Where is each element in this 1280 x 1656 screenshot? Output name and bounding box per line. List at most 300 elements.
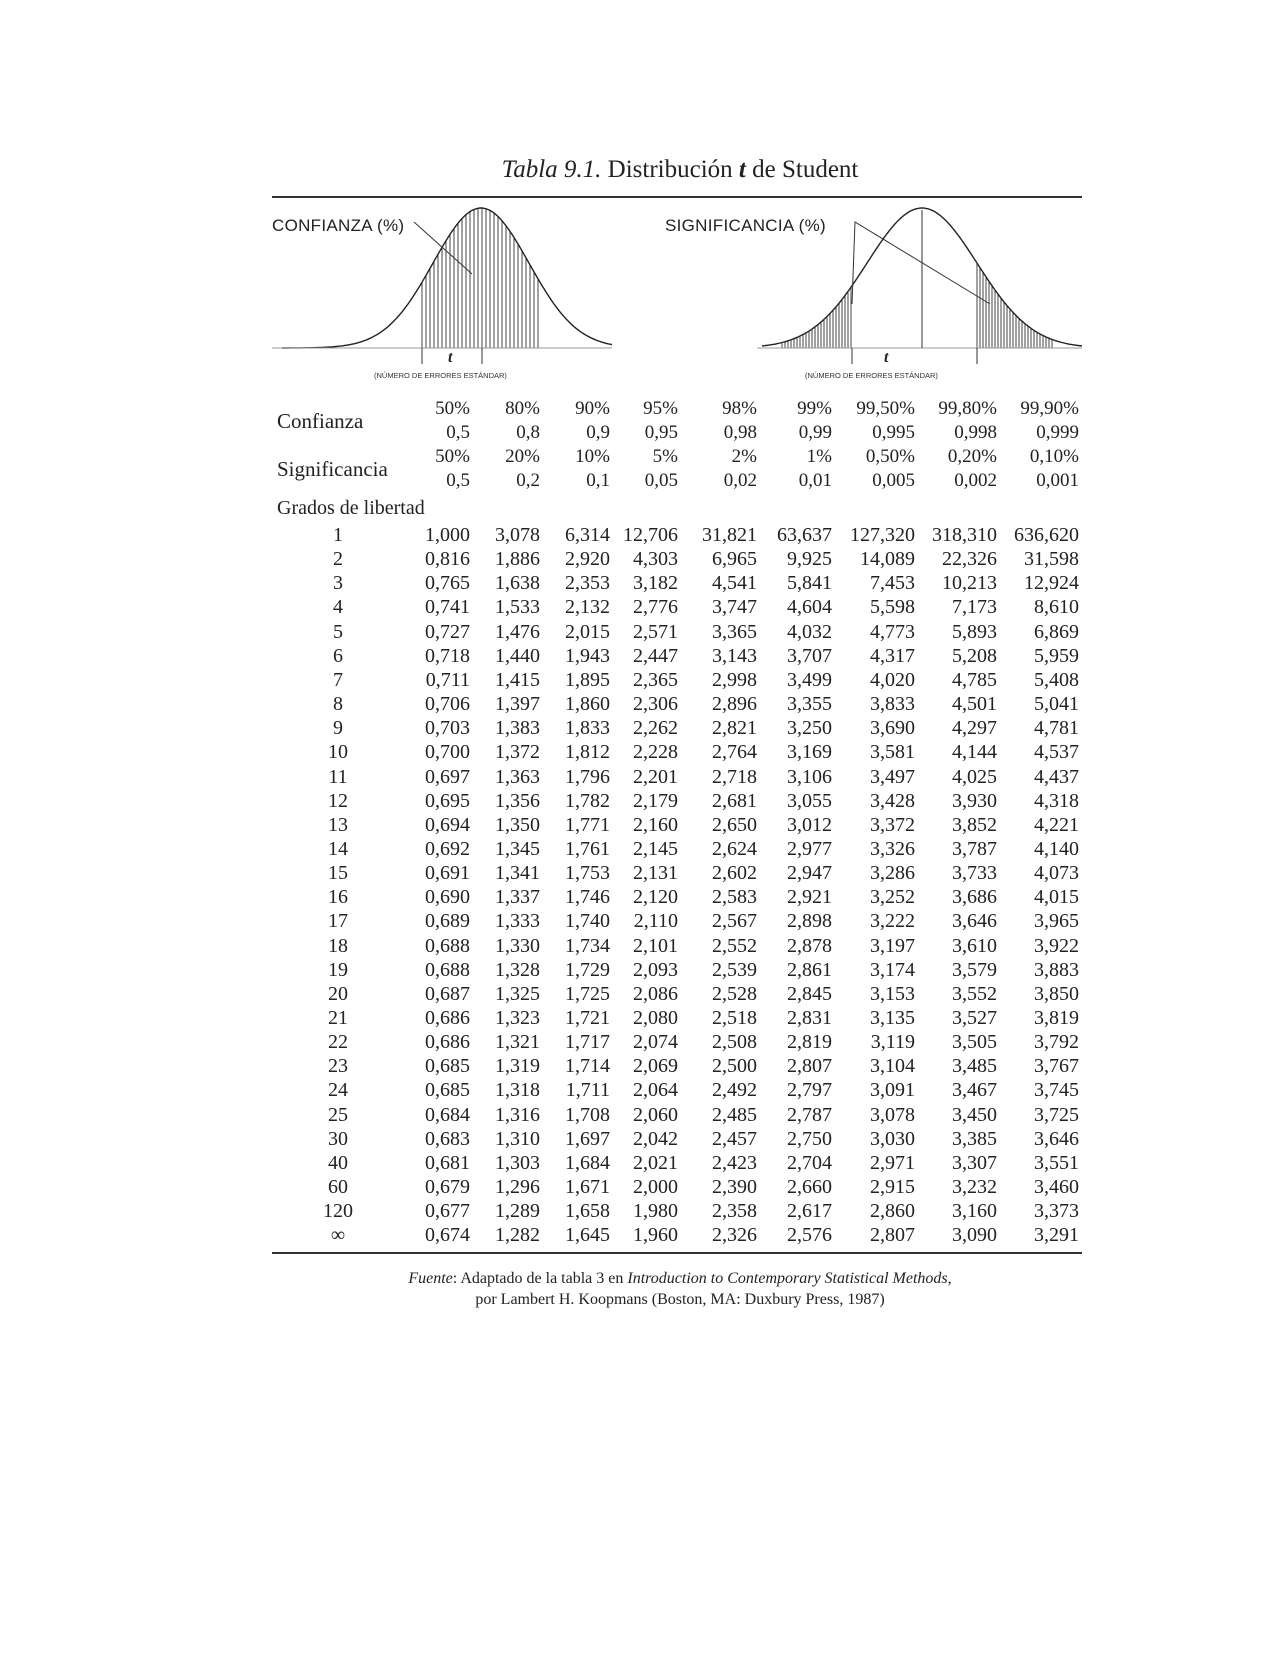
df-cell: 7 [333,668,343,691]
value-cell: 2,228 [633,741,678,764]
df-cell: 23 [328,1055,348,1078]
value-cell: 1,761 [565,837,610,860]
significancia-pct-cell: 10% [575,446,610,467]
source-line2: por Lambert H. Koopmans (Boston, MA: Duxbury Press, 1987) [475,1291,885,1308]
value-cell: 1,333 [495,910,540,933]
value-cell: 2,787 [787,1103,832,1126]
table-row [0,1079,1280,1103]
value-cell: 3,104 [870,1055,915,1078]
df-cell: 60 [328,1176,348,1199]
significancia-pct-cell: 20% [505,446,540,467]
value-cell: 2,353 [565,572,610,595]
value-cell: 0,686 [425,1031,470,1054]
value-cell: 4,604 [787,596,832,619]
value-cell: 3,733 [952,862,997,885]
confianza-pct-cell: 99,90% [1020,398,1079,419]
value-cell: 1,356 [495,789,540,812]
value-cell: 1,782 [565,789,610,812]
value-cell: 3,307 [952,1151,997,1174]
value-cell: 3,169 [787,741,832,764]
df-cell: 120 [323,1200,353,1223]
table-row [0,790,1280,814]
value-cell: 1,717 [565,1031,610,1054]
value-cell: 2,797 [787,1079,832,1102]
title-t-symbol: t [738,156,746,183]
value-cell: 0,697 [425,765,470,788]
left-t-symbol: t [448,349,453,366]
value-cell: 2,921 [787,886,832,909]
value-cell: 3,078 [495,524,540,546]
value-cell: 3,505 [952,1031,997,1054]
value-cell: 2,179 [633,789,678,812]
value-cell: 2,528 [712,982,757,1005]
confianza-dec-cell: 0,999 [1036,422,1079,443]
value-cell: 4,073 [1034,862,1079,885]
value-cell: 3,610 [952,934,997,957]
value-cell: 3,450 [952,1103,997,1126]
value-cell: 3,385 [952,1127,997,1150]
confianza-pct-cell: 98% [722,398,757,419]
value-cell: 12,706 [623,524,678,546]
significancia-dec-cell: 0,005 [872,470,915,491]
value-cell: 1,729 [565,958,610,981]
df-cell: 11 [328,765,348,788]
value-cell: 1,319 [495,1055,540,1078]
significancia-dec-cell: 0,5 [446,470,470,491]
value-cell: 0,681 [425,1151,470,1174]
value-cell: 3,552 [952,982,997,1005]
confianza-pct-cell: 95% [643,398,678,419]
value-cell: 0,691 [425,862,470,885]
value-cell: 4,781 [1034,717,1079,740]
table-row [0,862,1280,886]
value-cell: 1,318 [495,1079,540,1102]
value-cell: 636,620 [1014,524,1079,546]
value-cell: 4,015 [1034,886,1079,909]
value-cell: 4,020 [870,668,915,691]
value-cell: 1,325 [495,982,540,1005]
value-cell: 3,497 [870,765,915,788]
value-cell: 2,860 [870,1200,915,1223]
value-cell: 4,303 [633,548,678,571]
value-cell: 7,453 [870,572,915,595]
value-cell: 3,581 [870,741,915,764]
value-cell: 3,965 [1034,910,1079,933]
source-line1-pre: : Adaptado de la tabla 3 en [452,1270,628,1287]
value-cell: 2,086 [633,982,678,1005]
table-row [0,935,1280,959]
value-cell: 3,852 [952,813,997,836]
value-cell: 1,341 [495,862,540,885]
value-cell: 3,365 [712,620,757,643]
value-cell: 2,000 [633,1176,678,1199]
value-cell: 2,365 [633,668,678,691]
significancia-pct-cell: 2% [731,446,757,467]
value-cell: 2,508 [712,1031,757,1054]
table-row [0,1128,1280,1152]
value-cell: 2,021 [633,1151,678,1174]
value-cell: 2,485 [712,1103,757,1126]
value-cell: 1,771 [565,813,610,836]
value-cell: 1,725 [565,982,610,1005]
table-row [0,1152,1280,1176]
value-cell: 1,415 [495,668,540,691]
value-cell: 1,721 [565,1007,610,1029]
df-cell: 16 [328,886,348,909]
value-cell: 1,350 [495,813,540,836]
value-cell: 2,617 [787,1200,832,1223]
value-cell: 0,711 [425,668,470,691]
value-cell: 0,688 [425,958,470,981]
table-row [0,1055,1280,1079]
value-cell: 3,792 [1034,1031,1079,1054]
value-cell: 10,213 [942,572,997,595]
value-cell: 2,776 [633,596,678,619]
value-cell: 4,537 [1034,741,1079,764]
value-cell: 2,704 [787,1151,832,1174]
table-row [0,886,1280,910]
value-cell: 2,821 [712,717,757,740]
value-cell: 0,686 [425,1007,470,1029]
value-cell: 1,796 [565,765,610,788]
confianza-dec-cell: 0,8 [516,422,540,443]
significancia-dec-cell: 0,02 [723,470,757,491]
df-cell: 40 [328,1151,348,1174]
value-cell: 2,093 [633,958,678,981]
df-cell: 9 [333,717,343,740]
value-cell: 0,690 [425,886,470,909]
right-axis-caption: (NÚMERO DE ERRORES ESTÁNDAR) [805,371,938,380]
confianza-pct-cell: 50% [435,398,470,419]
value-cell: 14,089 [860,548,915,571]
value-cell: 3,467 [952,1079,997,1102]
value-cell: 1,296 [495,1176,540,1199]
df-cell: 18 [328,934,348,957]
value-cell: 0,741 [425,596,470,619]
value-cell: 2,807 [870,1224,915,1247]
value-cell: 2,552 [712,934,757,957]
value-cell: 1,697 [565,1127,610,1150]
value-cell: 2,201 [633,765,678,788]
value-cell: 2,326 [712,1224,757,1247]
title-text-post: de Student [745,156,859,183]
value-cell: 2,132 [565,596,610,619]
value-cell: 2,145 [633,837,678,860]
value-cell: 1,886 [495,548,540,571]
value-cell: 3,707 [787,644,832,667]
value-cell: 1,282 [495,1224,540,1247]
value-cell: 9,925 [787,548,832,571]
value-cell: 2,718 [712,765,757,788]
value-cell: 1,303 [495,1151,540,1174]
value-cell: 1,638 [495,572,540,595]
value-cell: 2,262 [633,717,678,740]
value-cell: 3,135 [870,1007,915,1029]
df-cell: 13 [328,813,348,836]
significancia-dec-cell: 0,01 [798,470,832,491]
df-cell: 17 [328,910,348,933]
df-cell: 10 [328,741,348,764]
confidence-hatching [422,208,538,348]
value-cell: 3,250 [787,717,832,740]
value-cell: 3,119 [870,1031,915,1054]
right-pointer-lines [852,222,990,304]
value-cell: 2,861 [787,958,832,981]
value-cell: 3,090 [952,1224,997,1247]
value-cell: 2,898 [787,910,832,933]
value-cell: 2,660 [787,1176,832,1199]
value-cell: 63,637 [777,524,832,546]
value-cell: 2,500 [712,1055,757,1078]
value-cell: 3,747 [712,596,757,619]
df-cell: ∞ [330,1224,346,1247]
value-cell: 2,845 [787,982,832,1005]
value-cell: 2,042 [633,1127,678,1150]
value-cell: 3,197 [870,934,915,957]
top-rule [272,196,1082,198]
value-cell: 2,358 [712,1200,757,1223]
value-cell: 3,819 [1034,1007,1079,1029]
value-cell: 2,069 [633,1055,678,1078]
value-cell: 3,174 [870,958,915,981]
confianza-pct-cell: 99,80% [938,398,997,419]
value-cell: 1,711 [565,1079,610,1102]
value-cell: 1,330 [495,934,540,957]
confianza-dec-cell: 0,5 [446,422,470,443]
value-cell: 3,106 [787,765,832,788]
value-cell: 0,687 [425,982,470,1005]
value-cell: 4,144 [952,741,997,764]
value-cell: 3,143 [712,644,757,667]
value-cell: 1,740 [565,910,610,933]
table-row [0,983,1280,1007]
grados-label: Grados de libertad [277,497,425,519]
value-cell: 0,694 [425,813,470,836]
value-cell: 3,291 [1034,1224,1079,1247]
value-cell: 5,408 [1034,668,1079,691]
table-row [0,766,1280,790]
df-cell: 4 [333,596,343,619]
value-cell: 3,012 [787,813,832,836]
value-cell: 2,064 [633,1079,678,1102]
df-cell: 25 [328,1103,348,1126]
value-cell: 0,706 [425,693,470,716]
table-row [0,741,1280,765]
value-cell: 5,893 [952,620,997,643]
value-cell: 2,306 [633,693,678,716]
value-cell: 3,428 [870,789,915,812]
value-cell: 4,437 [1034,765,1079,788]
significancia-label: Significancia [277,457,388,481]
value-cell: 2,831 [787,1007,832,1029]
value-cell: 4,032 [787,620,832,643]
value-cell: 6,869 [1034,620,1079,643]
value-cell: 2,539 [712,958,757,981]
df-cell: 8 [333,693,343,716]
confianza-pct-cell: 90% [575,398,610,419]
value-cell: 3,745 [1034,1079,1079,1102]
significancia-pct-cell: 0,10% [1029,446,1079,467]
table-row [0,1176,1280,1200]
value-cell: 3,372 [870,813,915,836]
value-cell: 3,690 [870,717,915,740]
value-cell: 1,316 [495,1103,540,1126]
df-cell: 6 [333,644,343,667]
value-cell: 0,727 [425,620,470,643]
value-cell: 2,110 [633,910,678,933]
confianza-pct-cell: 80% [505,398,540,419]
value-cell: 4,140 [1034,837,1079,860]
value-cell: 3,485 [952,1055,997,1078]
significance-hatching [782,263,1052,348]
value-cell: 2,518 [712,1007,757,1029]
table-row [0,548,1280,572]
bottom-rule [272,1252,1082,1254]
value-cell: 0,685 [425,1055,470,1078]
table-row [0,1224,1280,1248]
value-cell: 2,060 [633,1103,678,1126]
value-cell: 2,977 [787,837,832,860]
value-cell: 2,074 [633,1031,678,1054]
value-cell: 3,646 [952,910,997,933]
value-cell: 2,567 [712,910,757,933]
df-cell: 21 [328,1007,348,1029]
value-cell: 3,078 [870,1103,915,1126]
value-cell: 2,807 [787,1055,832,1078]
value-cell: 12,924 [1024,572,1079,595]
value-cell: 8,610 [1034,596,1079,619]
table-row [0,645,1280,669]
table-title [0,156,1280,184]
value-cell: 0,703 [425,717,470,740]
left-pointer-line [414,222,472,274]
title-text-pre: Distribución [601,156,739,183]
table-row [0,814,1280,838]
value-cell: 31,821 [702,524,757,546]
value-cell: 3,527 [952,1007,997,1029]
value-cell: 1,980 [633,1200,678,1223]
value-cell: 0,692 [425,837,470,860]
value-cell: 0,683 [425,1127,470,1150]
value-cell: 2,120 [633,886,678,909]
value-cell: 1,658 [565,1200,610,1223]
value-cell: 0,684 [425,1103,470,1126]
value-cell: 4,501 [952,693,997,716]
confianza-dec-cell: 0,99 [798,422,832,443]
table-row [0,1007,1280,1031]
value-cell: 31,598 [1024,548,1079,571]
value-cell: 7,173 [952,596,997,619]
table-row [0,669,1280,693]
value-cell: 1,960 [633,1224,678,1247]
value-cell: 0,685 [425,1079,470,1102]
value-cell: 1,746 [565,886,610,909]
value-cell: 3,326 [870,837,915,860]
source-fuente: Fuente [408,1270,453,1287]
df-cell: 19 [328,958,348,981]
table-row [0,572,1280,596]
value-cell: 0,765 [425,572,470,595]
value-cell: 2,602 [712,862,757,885]
value-cell: 3,182 [633,572,678,595]
left-axis-caption: (NÚMERO DE ERRORES ESTÁNDAR) [374,371,507,380]
value-cell: 1,533 [495,596,540,619]
significancia-dec-cell: 0,1 [586,470,610,491]
df-cell: 20 [328,982,348,1005]
value-cell: 2,624 [712,837,757,860]
value-cell: 3,787 [952,837,997,860]
value-cell: 1,372 [495,741,540,764]
value-cell: 3,850 [1034,982,1079,1005]
value-cell: 2,390 [712,1176,757,1199]
value-cell: 4,297 [952,717,997,740]
right-t-symbol: t [884,349,889,366]
value-cell: 1,289 [495,1200,540,1223]
value-cell: 1,000 [425,524,470,546]
value-cell: 3,646 [1034,1127,1079,1150]
significancia-pct-cell: 1% [806,446,832,467]
value-cell: 3,355 [787,693,832,716]
value-cell: 0,677 [425,1200,470,1223]
value-cell: 1,383 [495,717,540,740]
value-cell: 0,695 [425,789,470,812]
value-cell: 2,576 [787,1224,832,1247]
df-cell: 5 [333,620,343,643]
value-cell: 1,328 [495,958,540,981]
df-cell: 14 [328,837,348,860]
value-cell: 3,579 [952,958,997,981]
value-cell: 3,767 [1034,1055,1079,1078]
value-cell: 127,320 [850,524,915,546]
confianza-dec-cell: 0,98 [723,422,757,443]
confidence-label: CONFIANZA (%) [272,216,405,235]
table-row [0,959,1280,983]
value-cell: 2,998 [712,668,757,691]
significance-label: SIGNIFICANCIA (%) [665,216,826,235]
value-cell: 3,686 [952,886,997,909]
value-cell: 0,689 [425,910,470,933]
confianza-dec-cell: 0,9 [586,422,610,443]
source-line1-post: , [947,1270,952,1287]
value-cell: 2,878 [787,934,832,957]
df-cell: 2 [333,548,343,571]
value-cell: 3,373 [1034,1200,1079,1223]
table-row [0,596,1280,620]
value-cell: 5,041 [1034,693,1079,716]
value-cell: 1,476 [495,620,540,643]
value-cell: 2,750 [787,1127,832,1150]
significancia-pct-cell: 50% [435,446,470,467]
value-cell: 1,833 [565,717,610,740]
table-row [0,621,1280,645]
value-cell: 2,571 [633,620,678,643]
df-cell: 3 [333,572,343,595]
value-cell: 3,055 [787,789,832,812]
value-cell: 6,314 [565,524,610,546]
value-cell: 318,310 [932,524,997,546]
value-cell: 2,896 [712,693,757,716]
value-cell: 3,232 [952,1176,997,1199]
value-cell: 3,222 [870,910,915,933]
value-cell: 2,681 [712,789,757,812]
value-cell: 1,345 [495,837,540,860]
source-note [0,1268,1280,1310]
value-cell: 1,397 [495,693,540,716]
value-cell: 1,440 [495,644,540,667]
value-cell: 2,131 [633,862,678,885]
value-cell: 5,208 [952,644,997,667]
value-cell: 3,833 [870,693,915,716]
